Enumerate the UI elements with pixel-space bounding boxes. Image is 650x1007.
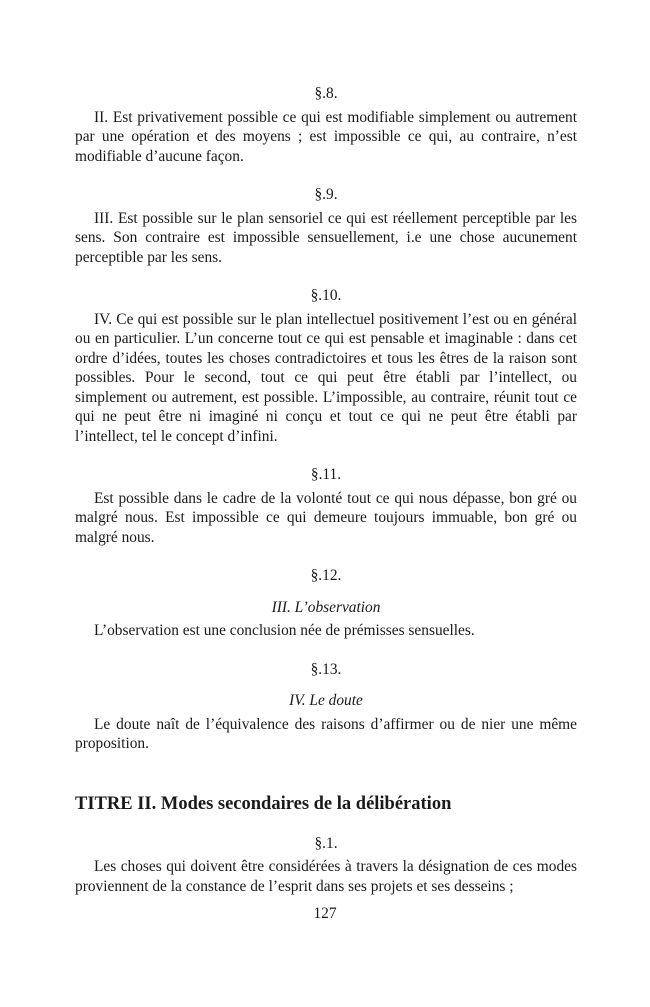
section-subheading-12: III. L’observation [271, 598, 381, 616]
section-text-10: IV. Ce qui est possible sur le plan intellectuel positivement l’est ou en général ou en particulier. L’un concerne tout ce qui est pensable et imaginable : dans cet ordre d’idées, toutes les choses contradictoires et tous les êtres de la raison sont possibles. Pour le second, tout ce qui peut être établi par l’intellect, ou simplement ou autrement, est possible. L’impossible, au contraire, réunit tout ce qui ne peut être ni imaginé ni conçu et tout ce qui ne peut être établi par l’intellect, tel le concept d’infini. [75, 310, 577, 445]
section-text-9: III. Est possible sur le plan sensoriel ce qui est réellement perceptible par les sens. Son contraire est impossible sensuellement, i.e une chose aucunement perceptible par les sens. [75, 209, 577, 266]
section-text-8: II. Est privativement possible ce qui est modifiable simplement ou autrement par une opération et des moyens ; est impossible ce qui, au contraire, n’est modifiable d’aucune façon. [75, 108, 577, 165]
section-text-12: L’observation est une conclusion née de prémisses sensuelles. [94, 622, 475, 639]
section-heading-11: §.11. [310, 466, 342, 483]
section-heading-9: §.9. [314, 186, 338, 203]
chapter-title: TITRE II. Modes secondaires de la délibération [75, 793, 452, 814]
page-number: 127 [313, 905, 337, 922]
section-text-11: Est possible dans le cadre de la volonté tout ce qui nous dépasse, bon gré ou malgré nous. Est impossible ce qui demeure toujours immuable, bon gré ou malgré nous. [75, 489, 577, 546]
page-body [75, 84, 577, 896]
section-subheading-13: IV. Le doute [289, 692, 363, 709]
section-heading-8: §.8. [314, 85, 338, 102]
section-heading-13: §.13. [310, 660, 342, 678]
section-text-13: Le doute naît de l’équivalence des raisons d’affirmer ou de nier une même proposition. [75, 715, 577, 752]
title2-section-heading-1: §.1. [314, 834, 338, 852]
section-heading-12: §.12. [310, 567, 342, 584]
section-heading-10: §.10. [310, 287, 342, 304]
title2-section-text-1: Les choses qui doivent être considérées à travers la désignation de ces modes proviennent de la constance de l’esprit dans ses projets et ses desseins ; [75, 858, 577, 895]
